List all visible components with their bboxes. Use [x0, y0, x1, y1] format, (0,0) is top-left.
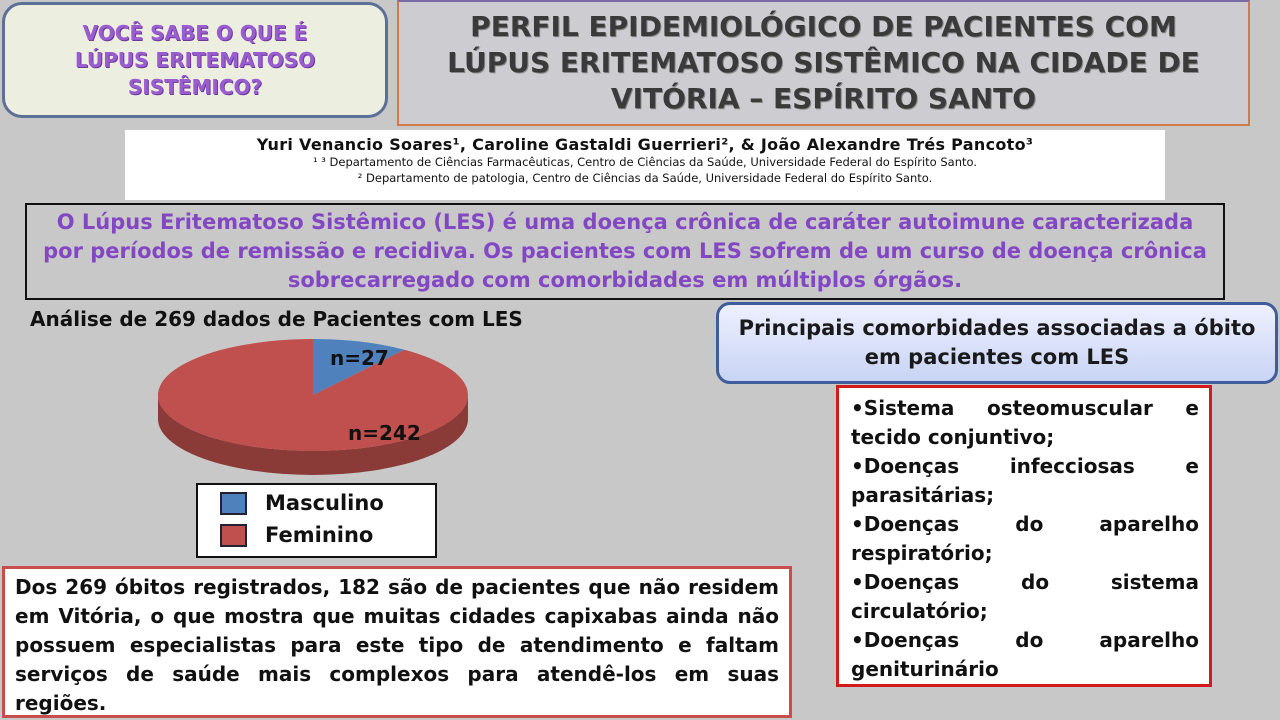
legend-label-feminino: Feminino [265, 523, 374, 547]
affiliation-1: ¹ ³ Departamento de Ciências Farmacêuticas, Centro de Ciências da Saúde, Universidade Federal do Espírito Santo. [313, 155, 977, 169]
comorbidity-item: •Doenças infecciosas e parasitárias; [851, 454, 1199, 507]
comorbidities-header-text: Principais comorbidades associadas a óbito em pacientes com LES [738, 316, 1256, 369]
poster-title: PERFIL EPIDEMIOLÓGICO DE PACIENTES COM LÚPUS ERITEMATOSO SISTÊMICO NA CIDADE DE VITÓRIA – ESPÍRITO SANTO [447, 10, 1200, 115]
affiliation-2: ² Departamento de patologia, Centro de Ciências da Saúde, Universidade Federal do Espírito Santo. [357, 171, 933, 185]
comorbidity-item: •Sistema osteomuscular e tecido conjuntivo; [851, 396, 1199, 449]
pie-data-label-masculino: n=27 [330, 346, 389, 370]
authors-line: Yuri Venancio Soares¹, Caroline Gastaldi Guerrieri², & João Alexandre Trés Pancoto³ [256, 135, 1034, 154]
authors-box [125, 130, 1165, 200]
comorbidities-header [716, 302, 1278, 384]
legend-item-feminino [220, 523, 373, 547]
deaths-text: Dos 269 óbitos registrados, 182 são de pacientes que não residem em Vitória, o que mostra que muitas cidades capixabas ainda não possuem especialistas para este tipo de atendimento e faltam serviços de saúde mais complexos para atendê-los em suas regiões. [15, 575, 779, 715]
comorbidity-item: •Doenças do sistema circulatório; [851, 570, 1199, 623]
question-text: VOCÊ SABE O QUE É LÚPUS ERITEMATOSO SISTÊMICO? [74, 20, 316, 99]
comorbidity-item: •Doenças do aparelho respiratório; [851, 512, 1199, 565]
poster-title-box [397, 0, 1250, 126]
legend-swatch-feminino [220, 524, 247, 547]
deaths-text-box [2, 566, 792, 718]
pie-data-label-feminino: n=242 [348, 421, 421, 445]
intro-text: O Lúpus Eritematoso Sistêmico (LES) é uma doença crônica de caráter autoimune caracterizada por períodos de remissão e recidiva. Os pacientes com LES sofrem de um curso de doença crônica sobrecarregado com comorbidades em múltiplos órgãos. [43, 210, 1207, 292]
legend-swatch-masculino [220, 492, 247, 515]
pie-tops [158, 339, 468, 451]
analysis-title: Análise de 269 dados de Pacientes com LES [30, 307, 523, 331]
intro-box [25, 203, 1225, 300]
comorbidity-item: •Doenças do aparelho geniturinário [851, 628, 1199, 681]
question-box [2, 2, 388, 118]
pie-chart [140, 335, 500, 480]
comorbidities-list [836, 385, 1212, 687]
legend-item-masculino [220, 491, 384, 515]
pie-slice-feminino [158, 339, 468, 451]
chart-legend [196, 483, 437, 558]
legend-label-masculino: Masculino [265, 491, 384, 515]
